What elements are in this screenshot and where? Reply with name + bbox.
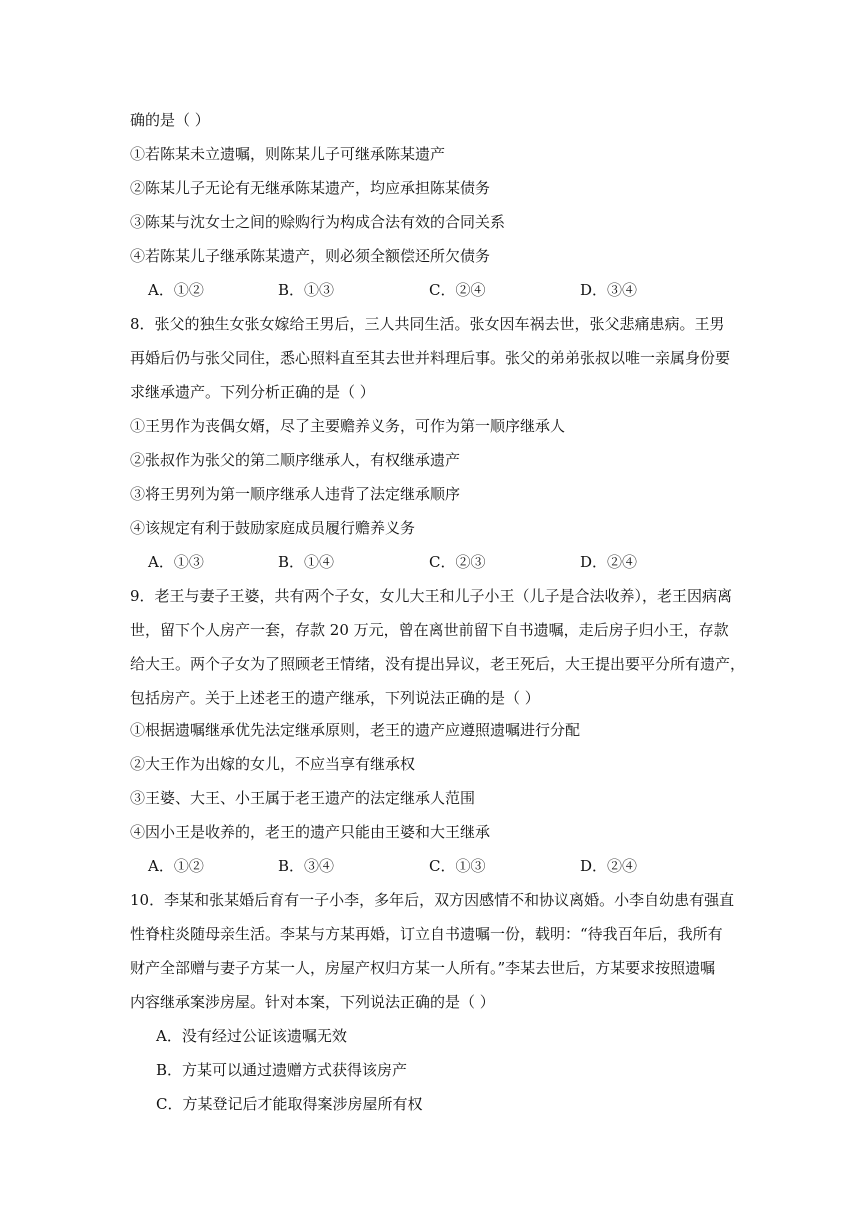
q9-stem-line-4: 包括房产。关于上述老王的遗产继承，下列说法正确的是（ ） [130, 689, 540, 707]
q9-statement-3: ③王婆、大王、小王属于老王遗产的法定继承人范围 [130, 789, 476, 807]
q10-option-a[interactable]: A．没有经过公证该遗嘱无效 [156, 1027, 347, 1045]
q7-option-d[interactable]: D．③④ [580, 281, 638, 299]
q9-statement-4: ④因小王是收养的，老王的遗产只能由王婆和大王继承 [130, 823, 491, 841]
q7-option-b[interactable]: B．①③ [278, 281, 335, 299]
q7-option-c[interactable]: C．②④ [429, 281, 486, 299]
q9-statement-2: ②大王作为出嫁的女儿，不应当享有继承权 [130, 755, 416, 773]
q8-option-c[interactable]: C．②③ [429, 553, 486, 571]
q9-stem-line-2: 世，留下个人房产一套，存款 20 万元，曾在离世前留下自书遗嘱，走后房子归小王，存款 [130, 621, 729, 639]
q9-stem-line-3: 给大王。两个子女为了照顾老王情绪，没有提出异议，老王死后，大王提出要平分所有遗产， [130, 655, 746, 673]
q8-statement-2: ②张叔作为张父的第二顺序继承人，有权继承遗产 [130, 451, 461, 469]
q8-statement-3: ③将王男列为第一顺序继承人违背了法定继承顺序 [130, 485, 461, 503]
q8-stem-line-1: 8．张父的独生女张女嫁给王男后，三人共同生活。张女因车祸去世，张父悲痛患病。王男 [130, 315, 725, 333]
q8-statement-1: ①王男作为丧偶女婿，尽了主要赡养义务，可作为第一顺序继承人 [130, 417, 566, 435]
q10-option-c[interactable]: C．方某登记后才能取得案涉房屋所有权 [156, 1095, 423, 1113]
q8-option-b[interactable]: B．①④ [278, 553, 335, 571]
q8-option-a[interactable]: A．①③ [148, 553, 204, 571]
q9-option-c[interactable]: C．①③ [429, 857, 486, 875]
q8-stem-line-3: 求继承遗产。下列分析正确的是（ ） [130, 383, 375, 401]
q10-stem-line-1: 10．李某和张某婚后育有一子小李，多年后，双方因感情不和协议离婚。小李自幼患有强直 [130, 891, 735, 909]
q7-statement-2: ②陈某儿子无论有无继承陈某遗产，均应承担陈某债务 [130, 179, 491, 197]
q9-option-a[interactable]: A．①② [148, 857, 204, 875]
q10-stem-line-3: 财产全部赠与妻子方某一人，房屋产权归方某一人所有。”李某去世后，方某要求按照遗嘱 [130, 959, 716, 977]
q7-statement-3: ③陈某与沈女士之间的赊购行为构成合法有效的合同关系 [130, 213, 506, 231]
q9-statement-1: ①根据遗嘱继承优先法定继承原则，老王的遗产应遵照遗嘱进行分配 [130, 721, 581, 739]
q9-option-d[interactable]: D．②④ [580, 857, 638, 875]
q8-statement-4: ④该规定有利于鼓励家庭成员履行赡养义务 [130, 519, 416, 537]
q7-statement-1: ①若陈某未立遗嘱，则陈某儿子可继承陈某遗产 [130, 145, 446, 163]
q7-statement-4: ④若陈某儿子继承陈某遗产，则必须全额偿还所欠债务 [130, 247, 491, 265]
q8-option-d[interactable]: D．②④ [580, 553, 638, 571]
q10-stem-line-4: 内容继承案涉房屋。针对本案，下列说法正确的是（ ） [130, 993, 495, 1011]
q8-stem-line-2: 再婚后仍与张父同住，悉心照料直至其去世并料理后事。张父的弟弟张叔以唯一亲属身份要 [130, 349, 731, 367]
q9-option-b[interactable]: B．③④ [278, 857, 335, 875]
q7-stem-tail: 确的是（ ） [130, 111, 210, 129]
q10-option-b[interactable]: B．方某可以通过遗赠方式获得该房产 [156, 1061, 408, 1079]
q9-stem-line-1: 9．老王与妻子王婆，共有两个子女，女儿大王和儿子小王（儿子是合法收养），老王因病离 [130, 587, 733, 605]
q10-stem-line-2: 性脊柱炎随母亲生活。李某与方某再婚，订立自书遗嘱一份，载明：“待我百年后，我所有 [130, 925, 723, 943]
q7-option-a[interactable]: A．①② [148, 281, 204, 299]
